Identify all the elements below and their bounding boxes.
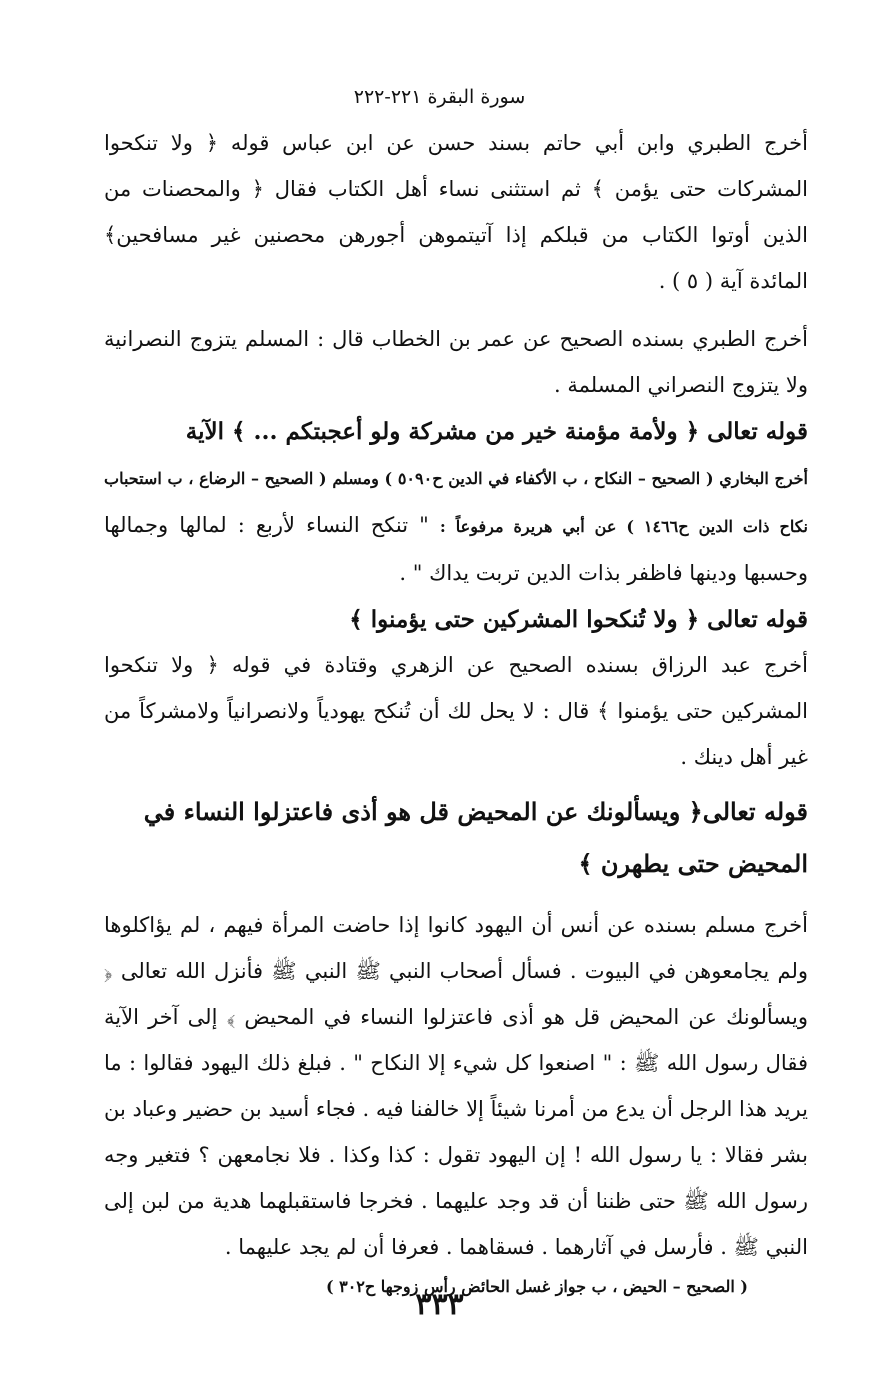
body-text	[104, 120, 808, 1304]
source-citation: ( الصحيح – الحيض ، ب جواز غسل الحائض رأس زوجها ح٣٠٢ )	[325, 1277, 748, 1296]
heading-do-not-marry-polytheists: قوله تعالى ﴿ ولا تُنكحوا المشركين حتى يؤمنوا ﴾	[349, 606, 808, 633]
paragraph-tabari-ibn-abbas: أخرج الطبري وابن أبي حاتم بسند حسن عن ابن عباس قوله ﴿ ولا تنكحوا المشركات حتى يؤمن ﴾ ثم استثنى نساء أهل الكتاب فقال ﴿ والمحصنات من الذين أوتوا الكتاب من قبلكم إذا آتيتموهن أجورهن محصنين غير مسافحين﴾ المائدة آية ( ٥ ) .	[104, 131, 808, 293]
paragraph-muslim-anas: أخرج مسلم بسنده عن أنس أن اليهود كانوا إذا حاضت المرأة فيهم ، لم يؤاكلوها ولم يجامعوهن في البيوت . فسأل أصحاب النبي ﷺ النبي ﷺ فأنزل الله تعالى ﴿ ويسألونك عن المحيض قل هو أذى فاعتزلوا النساء في المحيض ﴾ إلى آخر الآية فقال رسول الله ﷺ : " اصنعوا كل شيء إلا النكاح " . فبلغ ذلك اليهود فقالوا : ما يريد هذا الرجل أن يدع من أمرنا شيئاً إلا خالفنا فيه . فجاء أسيد بن حضير وعباد بن بشر فقالا : يا رسول الله ! إن اليهود تقول : كذا وكذا . فلا نجامعهن ؟ فتغير وجه رسول الله ﷺ حتى ظننا أن قد وجد عليهما . فخرجا فاستقبلهما هدية من لبن إلى النبي ﷺ . فأرسل في آثارهما . فسقاهما . فعرفا أن لم يجد عليهما .	[104, 913, 808, 1259]
heading-believing-slave-woman: قوله تعالى ﴿ ولأمة مؤمنة خير من مشركة ولو أعجبتكم ... ﴾ الآية	[185, 418, 808, 445]
citation-bukhari-muslim: أخرج البخاري ( الصحيح – النكاح ، ب الأكفاء في الدين ح٥٠٩٠ ) ومسلم ( الصحيح – الرضاع ، ب استحباب نكاح ذات الدين ح١٤٦٦ ) عن أبي هريرة مرفوعاً :	[104, 469, 809, 536]
running-header: سورة البقرة ٢٢١-٢٢٢	[353, 86, 526, 108]
paragraph-tabari-umar: أخرج الطبري بسنده الصحيح عن عمر بن الخطاب قال : المسلم يتزوج النصرانية ولا يتزوج النصراني المسلمة .	[104, 327, 808, 397]
paragraph-bukhari-muslim	[104, 454, 808, 596]
heading-menstruation-verse: قوله تعالى﴿ ويسألونك عن المحيض قل هو أذى فاعتزلوا النساء في المحيض حتى يطهرن ﴾	[143, 797, 808, 878]
paragraph-abd-al-razzaq: أخرج عبد الرزاق بسنده الصحيح عن الزهري وقتادة في قوله ﴿ ولا تنكحوا المشركين حتى يؤمنوا ﴾ قال : لا يحل لك أن تُنكح يهودياً ولانصرانياً ولامشركاً من غير أهل دينك .	[104, 653, 808, 769]
page-number: ٣٣٣	[415, 1287, 464, 1322]
hadith-text-four-reasons: " تنكح النساء لأربع : لمالها وجمالها وحسبها ودينها فاظفر بذات الدين تربت يداك " .	[104, 513, 808, 585]
